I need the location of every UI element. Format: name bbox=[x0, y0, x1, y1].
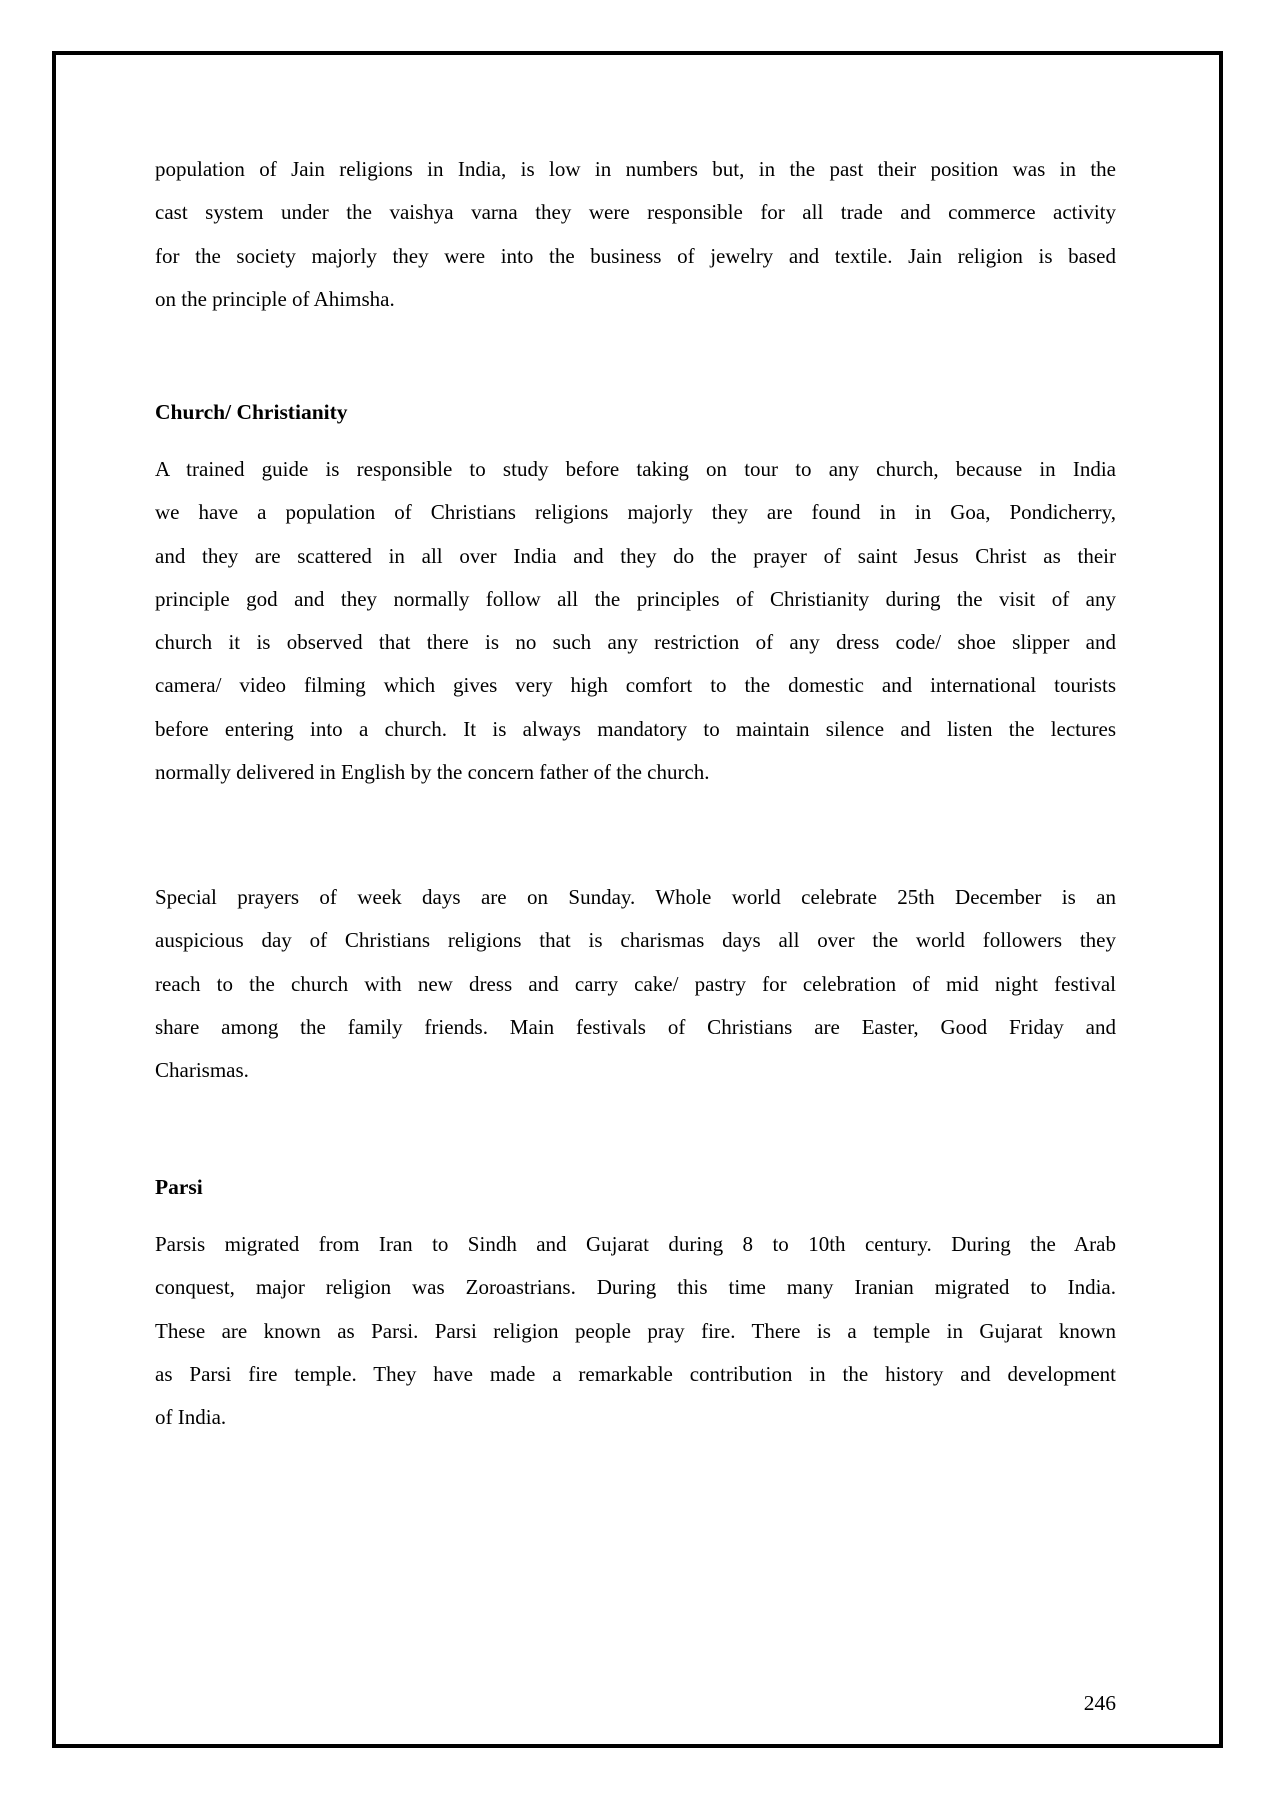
text-line: A trained guide is responsible to study before taking on tour to any church, because in India bbox=[155, 457, 1116, 481]
text-line: Parsis migrated from Iran to Sindh and Gujarat during 8 to 10th century. During the Arab bbox=[155, 1232, 1116, 1256]
text-line: principle god and they normally follow all the principles of Christianity during the visit of any bbox=[155, 586, 1116, 611]
text-line: share among the family friends. Main festivals of Christians are Easter, Good Friday and bbox=[155, 1014, 1116, 1039]
paragraph-parsi bbox=[155, 1223, 1116, 1439]
text-line: before entering into a church. It is always mandatory to maintain silence and listen the lectures bbox=[155, 716, 1116, 741]
text-line: reach to the church with new dress and carry cake/ pastry for celebration of mid night festival bbox=[155, 971, 1116, 996]
text-line: Charismas. bbox=[155, 1058, 249, 1083]
heading-church-christianity: Church/ Christianity bbox=[155, 400, 348, 424]
page-number: 246 bbox=[1083, 1691, 1116, 1715]
paragraph-church-festivals bbox=[155, 876, 1116, 1092]
text-line: on the principle of Ahimsha. bbox=[155, 286, 395, 311]
heading-parsi: Parsi bbox=[155, 1175, 203, 1199]
text-line: as Parsi fire temple. They have made a remarkable contribution in the history and development bbox=[155, 1361, 1116, 1386]
text-line: for the society majorly they were into the business of jewelry and textile. Jain religion is based bbox=[155, 243, 1116, 268]
text-line: Special prayers of week days are on Sunday. Whole world celebrate 25th December is an bbox=[155, 885, 1116, 909]
paragraph-church-intro bbox=[155, 448, 1116, 794]
text-line: These are known as Parsi. Parsi religion people pray fire. There is a temple in Gujarat known bbox=[155, 1318, 1116, 1343]
paragraph-jain bbox=[155, 148, 1116, 321]
text-line: population of Jain religions in India, is low in numbers but, in the past their position was in the bbox=[155, 157, 1116, 181]
text-line: normally delivered in English by the concern father of the church. bbox=[155, 760, 710, 785]
text-line: and they are scattered in all over India and they do the prayer of saint Jesus Christ as their bbox=[155, 543, 1116, 568]
text-line: of India. bbox=[155, 1405, 227, 1430]
text-line: cast system under the vaishya varna they were responsible for all trade and commerce activity bbox=[155, 200, 1116, 225]
text-line: we have a population of Christians religions majorly they are found in in Goa, Pondicherry, bbox=[155, 500, 1116, 525]
text-line: camera/ video filming which gives very high comfort to the domestic and international tourists bbox=[155, 673, 1116, 698]
text-line: church it is observed that there is no such any restriction of any dress code/ shoe slipper and bbox=[155, 630, 1116, 655]
text-line: conquest, major religion was Zoroastrians. During this time many Iranian migrated to India. bbox=[155, 1275, 1116, 1300]
text-line: auspicious day of Christians religions that is charismas days all over the world followers they bbox=[155, 928, 1116, 953]
